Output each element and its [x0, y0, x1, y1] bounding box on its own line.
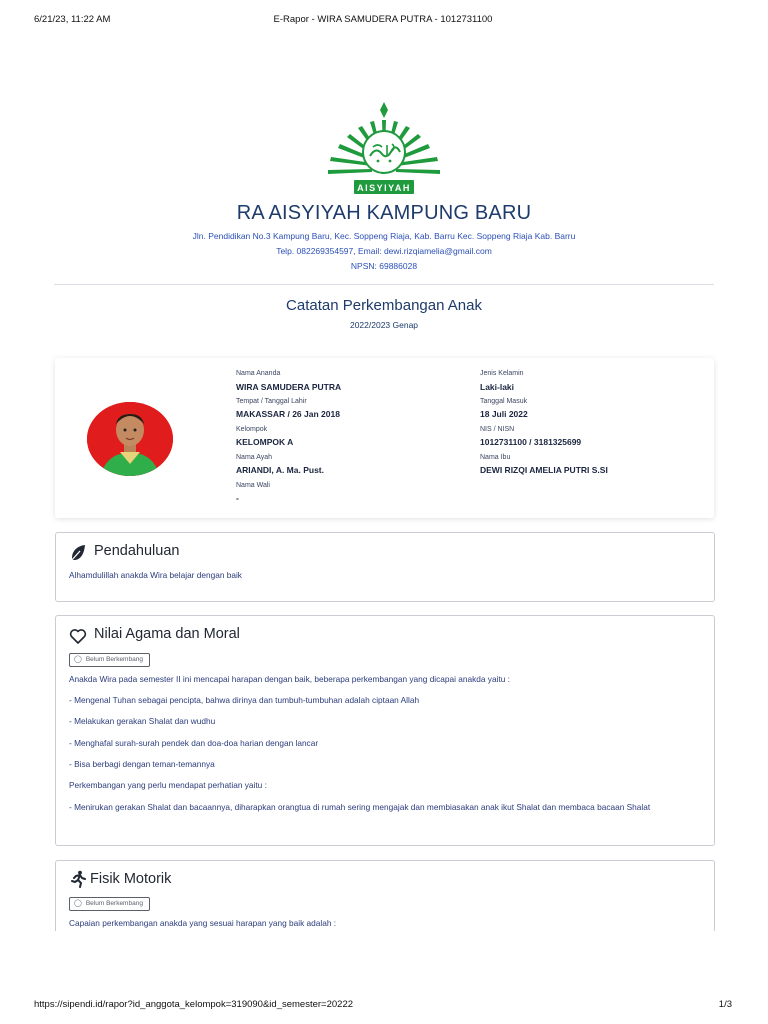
status-badge	[69, 897, 150, 911]
badge-icon: ◯	[74, 900, 82, 907]
badge-label: Belum Berkembang	[85, 656, 143, 663]
section-title-fisik: Fisik Motorik	[90, 871, 172, 887]
section-title-agama: Nilai Agama dan Moral	[94, 626, 240, 642]
student-photo	[87, 402, 173, 476]
ttl-value: MAKASSAR / 26 Jan 2018	[236, 409, 340, 419]
kelompok-value: KELOMPOK A	[236, 437, 294, 447]
nama-value: WIRA SAMUDERA PUTRA	[236, 382, 342, 392]
agama-line-6: Perkembangan yang perlu mendapat perhatian yaitu :	[69, 780, 267, 790]
kelompok-label: Kelompok	[236, 426, 268, 433]
ttl-label: Tempat / Tanggal Lahir	[236, 398, 307, 405]
jk-label: Jenis Kelamin	[480, 370, 524, 377]
nis-label: NIS / NISN	[480, 426, 515, 433]
print-title: E-Rapor - WIRA SAMUDERA PUTRA - 1012731100	[273, 14, 493, 25]
ibu-label: Nama Ibu	[480, 454, 511, 461]
school-npsn: NPSN: 69886028	[350, 261, 418, 271]
running-person-icon	[69, 870, 87, 888]
status-badge	[69, 653, 150, 667]
fisik-text: Capaian perkembangan anakda yang sesuai harapan yang baik adalah :	[69, 918, 337, 928]
heart-icon	[69, 627, 87, 645]
masuk-label: Tanggal Masuk	[480, 398, 528, 405]
masuk-value: 18 Juli 2022	[480, 409, 528, 419]
student-profile-card	[55, 358, 714, 518]
agama-line-4: - Menghafal surah-surah pendek dan doa-doa harian dengan lancar	[69, 738, 319, 748]
pendahuluan-text: Alhamdulillah anakda Wira belajar dengan baik	[69, 570, 242, 580]
agama-line-7: - Menirukan gerakan Shalat dan bacaannya, diharapkan orangtua di rumah sering mengajak dan membiasakan anak ikut Shalat dan membaca bacaan Shalat	[69, 802, 651, 812]
agama-line-5: - Bisa berbagi dengan teman-temannya	[69, 759, 215, 769]
report-period: 2022/2023 Genap	[349, 320, 419, 330]
school-name: RA AISYIYAH KAMPUNG BARU	[236, 202, 532, 224]
logo-text: AISYIYAH	[357, 183, 411, 193]
nis-value: 1012731100 / 3181325699	[480, 437, 582, 447]
wali-label: Nama Wali	[236, 482, 270, 489]
print-date: 6/21/23, 11:22 AM	[34, 14, 111, 25]
print-footer	[34, 999, 732, 1013]
section-title-pendahuluan: Pendahuluan	[94, 543, 180, 559]
ayah-label: Nama Ayah	[236, 454, 273, 461]
nama-label: Nama Ananda	[236, 370, 281, 377]
agama-line-1: Anakda Wira pada semester II ini mencapai harapan dengan baik, beberapa perkembangan yang dicapai anakda yaitu :	[69, 674, 510, 684]
school-contact: Telp. 082269354597, Email: dewi.rizqiamelia@gmail.com	[276, 246, 492, 256]
ibu-value: DEWI RIZQI AMELIA PUTRI S.SI	[480, 465, 608, 475]
wali-value: -	[236, 493, 239, 503]
agama-line-3: - Melakukan gerakan Shalat dan wudhu	[69, 716, 216, 726]
print-page-number: 1/3	[718, 999, 732, 1010]
header-divider	[54, 284, 714, 285]
aisyiyah-logo-icon	[326, 100, 442, 196]
page-cut	[50, 931, 720, 951]
section-fisik-motorik	[55, 860, 715, 941]
feather-icon	[69, 544, 87, 562]
section-nilai-agama	[55, 615, 715, 846]
agama-line-2: - Mengenal Tuhan sebagai pencipta, bahwa dirinya dan tumbuh-tumbuhan adalah ciptaan Allah	[69, 695, 420, 705]
badge-icon: ◯	[74, 656, 82, 663]
ayah-value: ARIANDI, A. Ma. Pust.	[236, 465, 324, 475]
jk-value: Laki-laki	[480, 382, 515, 392]
section-pendahuluan	[55, 532, 715, 602]
print-header	[34, 14, 732, 28]
report-title: Catatan Perkembangan Anak	[286, 297, 482, 314]
badge-label: Belum Berkembang	[85, 900, 143, 907]
school-address: Jln. Pendidikan No.3 Kampung Baru, Kec. Soppeng Riaja, Kab. Barru Kec. Soppeng Riaja Kab. Barru	[192, 231, 576, 241]
print-url: https://sipendi.id/rapor?id_anggota_kelompok=319090&id_semester=20222	[34, 999, 354, 1010]
